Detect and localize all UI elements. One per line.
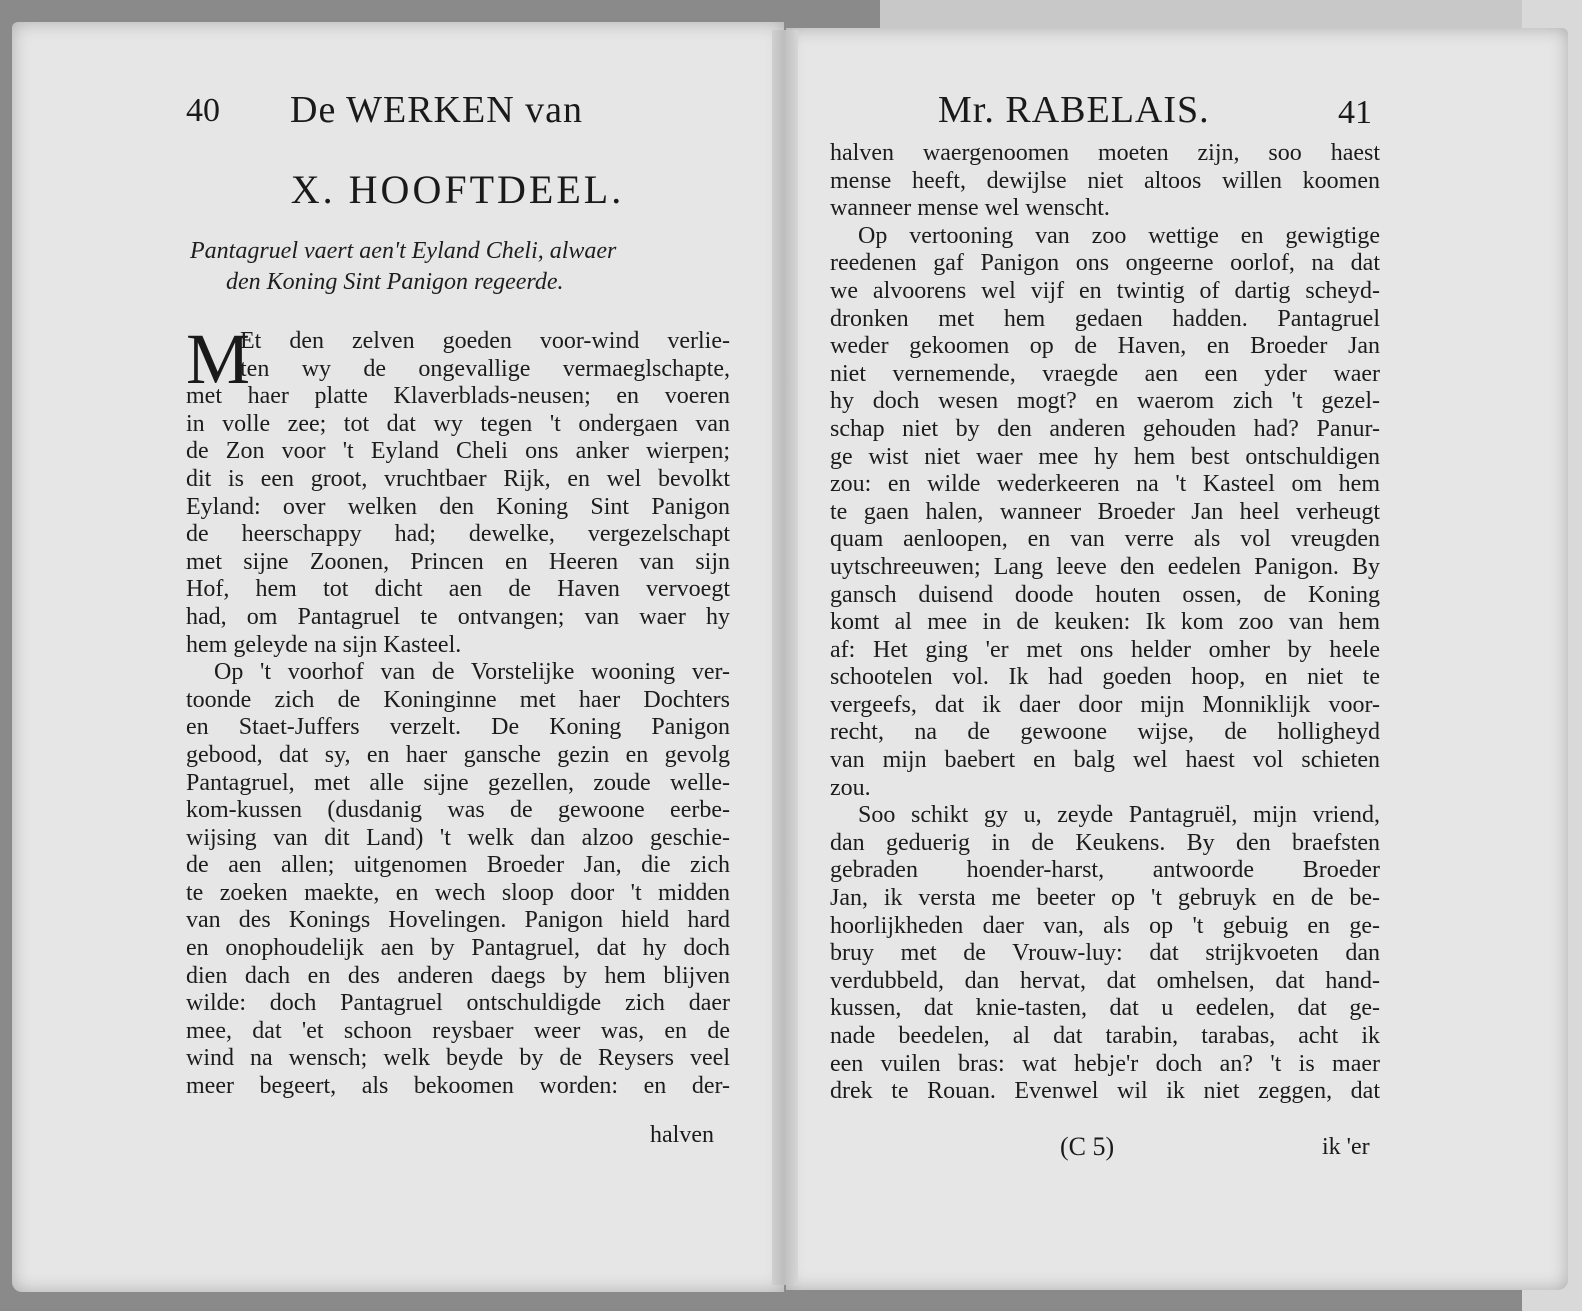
text-line: weder gekoomen op de Haven, en Broeder Jan [830, 333, 1380, 360]
text-line: zou. [830, 774, 871, 801]
text-line: halven waergenoomen moeten zijn, soo haest [830, 140, 1380, 166]
text-line: de heerschappy had; dewelke, vergezelschapt [186, 521, 730, 548]
text-line: een vuilen bras: wat hebje'r doch an? 't is maer [830, 1050, 1380, 1077]
right-running-head: Mr. RABELAIS. [938, 89, 1210, 131]
text-line: Jan, ik versta me beeter op 't gebruyk en de be- [830, 885, 1380, 912]
text-line: bruy met de Vrouw-luy: dat strijkvoeten dan [830, 940, 1380, 967]
text-line: drek te Rouan. Evenwel wil ik niet zeggen, dat [830, 1078, 1380, 1105]
text-line: Op 't voorhof van de Vorstelijke wooning ver- [214, 659, 730, 686]
chapter-summary-line-2: den Koning Sint Panigon regeerde. [226, 269, 564, 295]
drop-capital: M [186, 319, 251, 399]
text-line: ten wy de ongevallige vermaeglschapte, [240, 355, 730, 382]
left-running-head: De WERKEN van [290, 89, 584, 131]
text-line: wanneer mense wel wenscht. [830, 195, 1110, 222]
text-line: toonde zich de Koninginne met haer Dochters [186, 686, 730, 713]
chapter-summary [190, 236, 735, 298]
text-line: te gaen halen, wanneer Broeder Jan heel verheugt [830, 498, 1380, 525]
text-line: in volle zee; tot dat wy tegen 't ondergaen van [186, 410, 730, 437]
text-line: met sijne Zoonen, Princen en Heeren van sijn [186, 548, 730, 575]
text-line: van des Konings Hovelingen. Panigon hield hard [186, 907, 730, 934]
text-line: en onophoudelijk aen by Pantagruel, dat hy doch [186, 935, 730, 962]
text-line: af: Het ging 'er met ons helder omher by heele [830, 636, 1380, 663]
text-line: quam aenloopen, en van verre als vol vreugden [830, 526, 1380, 553]
text-line: dit is een groot, vruchtbaer Rijk, en wel bevolkt [186, 465, 730, 492]
text-line: zou: en wilde wederkeeren na 't Kasteel om hem [830, 471, 1380, 498]
text-line: schootelen vol. Ik had goeden hoop, en niet te [830, 664, 1380, 691]
text-line: schap niet by den anderen gehouden had? Panur- [830, 415, 1380, 442]
right-catchword: ik 'er [1322, 1134, 1370, 1160]
text-line: nade beedelen, al dat tarabin, tarabas, acht ik [830, 1023, 1380, 1049]
text-line: we alvoorens wel vijf en twintig of dartig scheyd- [830, 277, 1380, 304]
chapter-summary-line-1: Pantagruel vaert aen't Eyland Cheli, alwaer [190, 238, 617, 264]
text-line: Soo schikt gy u, zeyde Pantagruël, mijn vriend, [858, 802, 1380, 829]
chapter-title: X. HOOFTDEEL. [290, 167, 625, 212]
gutter [772, 30, 798, 1285]
text-line: dien dach en des anderen daegs by hem blijven [186, 962, 730, 989]
text-line: reedenen gaf Panigon ons ongeerne oorlof, na dat [830, 250, 1380, 277]
text-line: Pantagruel, met alle sijne gezellen, zoude welle- [186, 769, 730, 796]
text-line: komt al mee in de keuken: Ik kom zoo van hem [830, 609, 1380, 636]
text-line: Et den zelven goeden voor-wind verlie- [240, 328, 730, 354]
left-folio: 40 [186, 92, 220, 129]
text-line: kussen, dat knie-tasten, dat u eedelen, dat ge- [830, 995, 1380, 1022]
text-line: kom-kussen (dusdanig was de gewoone eerbe- [186, 797, 730, 824]
left-text-column [186, 319, 730, 1101]
text-line: met haer platte Klaverblads-neusen; en voeren [186, 383, 730, 410]
text-line: van mijn baebert en balg wel haest vol schieten [830, 747, 1380, 774]
right-text-column [830, 140, 1380, 1106]
text-line: de Zon voor 't Eyland Cheli ons anker wierpen; [186, 438, 730, 465]
text-line: meer begeert, als bekoomen worden: en der- [186, 1073, 730, 1100]
text-line: gebood, dat sy, en haer gansche gezin en gevolg [186, 741, 730, 768]
text-line: Eyland: over welken den Koning Sint Panigon [186, 493, 730, 520]
text-line: hy doch wesen mogt? en waerom zich 't gezel- [830, 388, 1380, 415]
text-line: hem geleyde na sijn Kasteel. [186, 631, 462, 658]
text-line: dan geduerig in de Keukens. By den braefsten [830, 829, 1380, 856]
text-line: gansch duisend doode houten ossen, de Koning [830, 581, 1380, 608]
text-line: Op vertooning van zoo wettige en gewigtige [858, 222, 1380, 249]
text-line: verdubbeld, dan hervat, dat omhelsen, dat hand- [830, 967, 1380, 994]
text-line: Hof, hem tot dicht aen de Haven vervoegt [186, 576, 730, 603]
text-line: dronken met hem gedaen hadden. Pantagruel [830, 305, 1380, 332]
left-catchword: halven [650, 1122, 714, 1148]
text-line: en Staet-Juffers verzelt. De Koning Panigon [186, 714, 730, 741]
text-line: hoorlijkheden daer van, als op 't gebuig en ge- [830, 912, 1380, 939]
text-line: mense heeft, dewijlse niet altoos willen koomen [830, 167, 1380, 194]
text-line: recht, na de gewoone wijse, de holligheyd [830, 719, 1380, 746]
right-folio: 41 [1338, 94, 1372, 131]
text-line: uytschreeuwen; Lang leeve den eedelen Panigon. By [830, 553, 1380, 580]
text-line: wijsing van dit Land) 't welk dan alzoo geschie- [186, 824, 730, 851]
text-line: wind na wensch; welk beyde by de Reysers veel [186, 1045, 730, 1072]
text-line: de aen allen; uitgenomen Broeder Jan, die zich [186, 852, 730, 879]
text-line: had, om Pantagruel te ontvangen; van waer hy [186, 603, 730, 630]
text-line: mee, dat 'et schoon reysbaer weer was, en de [186, 1017, 730, 1044]
signature-mark: (C 5) [1060, 1132, 1115, 1161]
text-line: vergeefs, dat ik daer door mijn Monniklijk voor- [830, 691, 1380, 718]
text-line: ge wist niet waer mee hy hem best ontschuldigen [830, 443, 1380, 470]
text-line: te zoeken maekte, en wech sloop door 't midden [186, 879, 730, 906]
text-line: gebraden hoender-harst, antwoorde Broeder [830, 857, 1380, 884]
text-line: niet vernemende, vraegde aen een yder waer [830, 360, 1380, 387]
text-line: wilde: doch Pantagruel ontschuldigde zich daer [186, 990, 730, 1017]
